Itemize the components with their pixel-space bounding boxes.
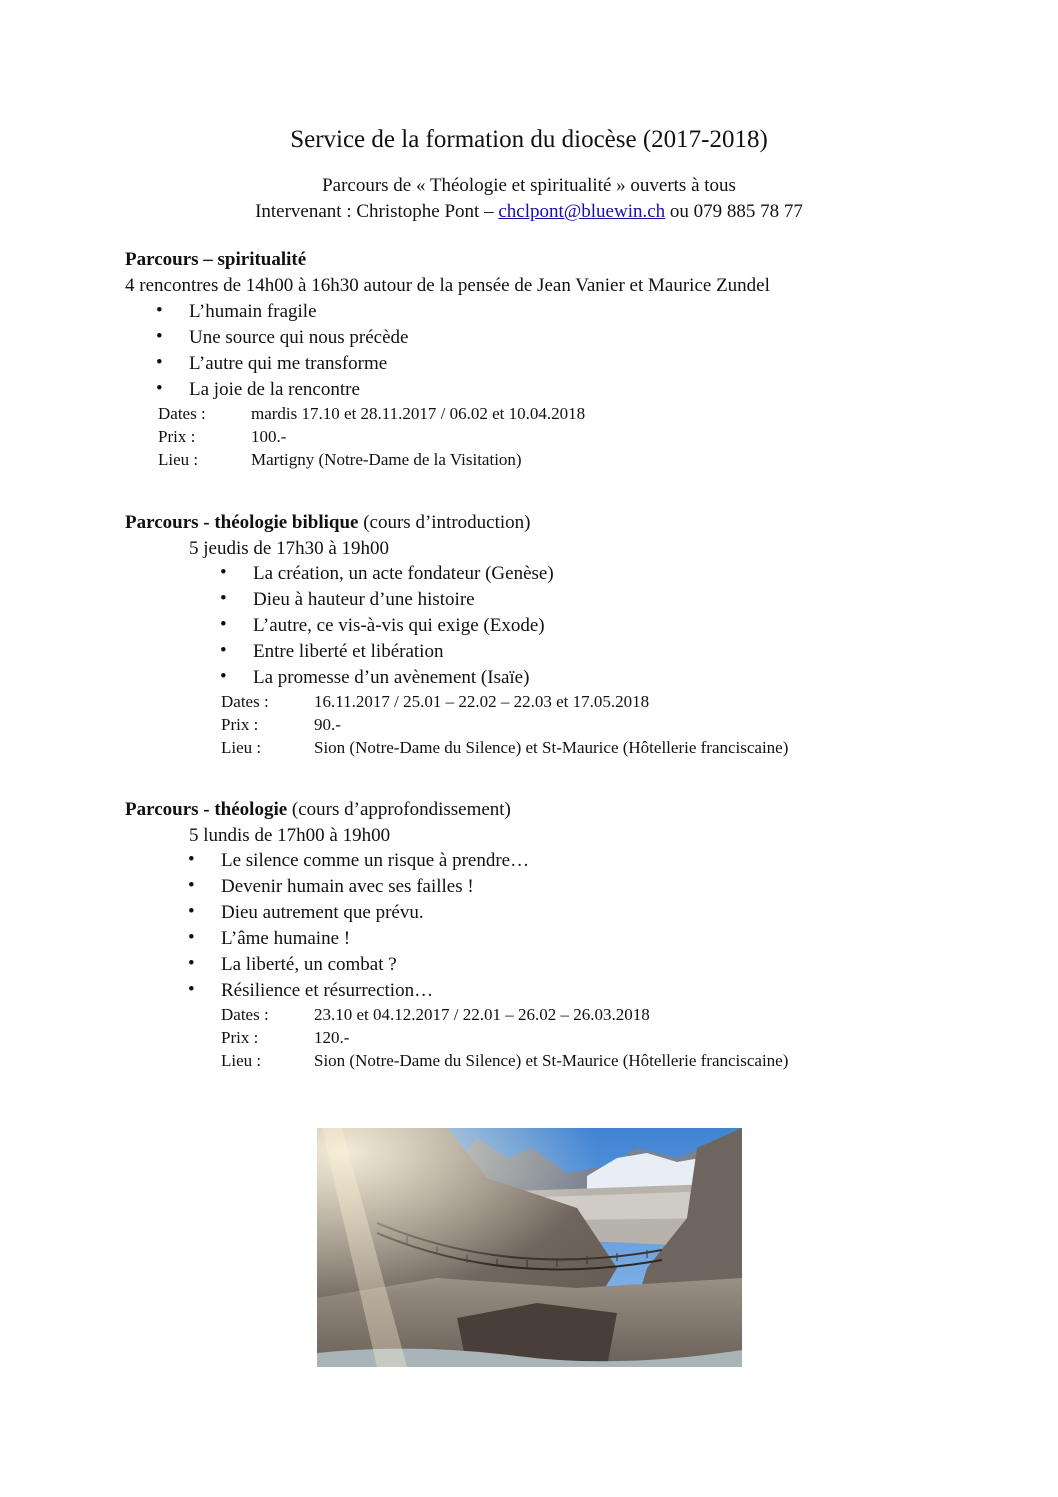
section-2-intro: 5 jeudis de 17h30 à 19h00 [189,538,390,559]
glacier-bridge-photo [317,1128,742,1367]
detail-value: 23.10 et 04.12.2017 / 22.01 – 26.02 – 26.03.2018 [314,1005,650,1024]
bullet-icon: • [156,378,163,399]
list-item-text: Le silence comme un risque à prendre… [221,850,530,871]
detail-value: Sion (Notre-Dame du Silence) et St-Maurice (Hôtellerie franciscaine) [314,738,789,757]
list-item-text: La promesse d’un avènement (Isaïe) [253,667,530,688]
bullet-icon: • [220,614,227,635]
section-1-title: Parcours – spiritualité [125,249,307,270]
list-item-text: Une source qui nous précède [189,327,409,348]
detail-label: Dates : [221,692,269,711]
bullet-icon: • [220,562,227,583]
detail-label: Prix : [221,715,259,734]
detail-label: Lieu : [221,738,262,757]
list-item-text: La joie de la rencontre [189,379,360,400]
detail-value: mardis 17.10 et 28.11.2017 / 06.02 et 10.04.2018 [251,404,586,423]
section-2-title-rest: (cours d’introduction) [358,512,531,533]
contact-prefix: Intervenant : Christophe Pont – [255,201,499,222]
list-item-text: Dieu autrement que prévu. [221,902,424,923]
section-3-title: Parcours - théologie [125,799,288,820]
list-item-text: Entre liberté et libération [253,641,444,662]
subtitle: Parcours de « Théologie et spiritualité » ouverts à tous [322,175,736,196]
contact-suffix: ou 079 885 78 77 [665,201,803,222]
detail-label: Prix : [158,427,196,446]
bullet-icon: • [156,326,163,347]
detail-value: 16.11.2017 / 25.01 – 22.02 – 22.03 et 17.05.2018 [314,692,650,711]
bullet-icon: • [188,953,195,974]
contact-line [0,201,1058,223]
section-1-heading [125,249,306,271]
list-item-text: L’autre, ce vis-à-vis qui exige (Exode) [253,615,545,636]
detail-value: Martigny (Notre-Dame de la Visitation) [251,450,522,469]
list-item-text: L’autre qui me transforme [189,353,388,374]
list-item-text: La liberté, un combat ? [221,954,397,975]
bullet-icon: • [156,300,163,321]
detail-label: Lieu : [221,1051,262,1070]
bullet-icon: • [188,979,195,1000]
detail-value: 90.- [314,715,341,734]
bullet-icon: • [220,588,227,609]
bullet-icon: • [156,352,163,373]
detail-value: 100.- [251,427,287,446]
detail-value: Sion (Notre-Dame du Silence) et St-Maurice (Hôtellerie franciscaine) [314,1051,789,1070]
list-item-text: L’humain fragile [189,301,317,322]
detail-label: Dates : [158,404,206,423]
detail-label: Dates : [221,1005,269,1024]
glacier-bridge-illustration [317,1128,742,1367]
section-2-title: Parcours - théologie biblique [125,512,359,533]
detail-value: 120.- [314,1028,350,1047]
section-3-heading [125,799,511,821]
list-item-text: Dieu à hauteur d’une histoire [253,589,475,610]
page-title: Service de la formation du diocèse (2017-2018) [290,126,768,153]
email-link[interactable]: chclpont@bluewin.ch [498,201,666,222]
section-3-title-rest: (cours d’approfondissement) [287,799,511,820]
bullet-icon: • [188,927,195,948]
bullet-icon: • [188,875,195,896]
section-3-intro: 5 lundis de 17h00 à 19h00 [189,825,391,846]
list-item-text: Devenir humain avec ses failles ! [221,876,474,897]
bullet-icon: • [188,849,195,870]
section-1-intro: 4 rencontres de 14h00 à 16h30 autour de la pensée de Jean Vanier et Maurice Zundel [125,275,770,296]
list-item-text: La création, un acte fondateur (Genèse) [253,563,554,584]
bullet-icon: • [220,666,227,687]
list-item-text: L’âme humaine ! [221,928,351,949]
section-2-heading [125,512,530,534]
detail-label: Lieu : [158,450,199,469]
bullet-icon: • [220,640,227,661]
detail-label: Prix : [221,1028,259,1047]
bullet-icon: • [188,901,195,922]
list-item-text: Résilience et résurrection… [221,980,434,1001]
